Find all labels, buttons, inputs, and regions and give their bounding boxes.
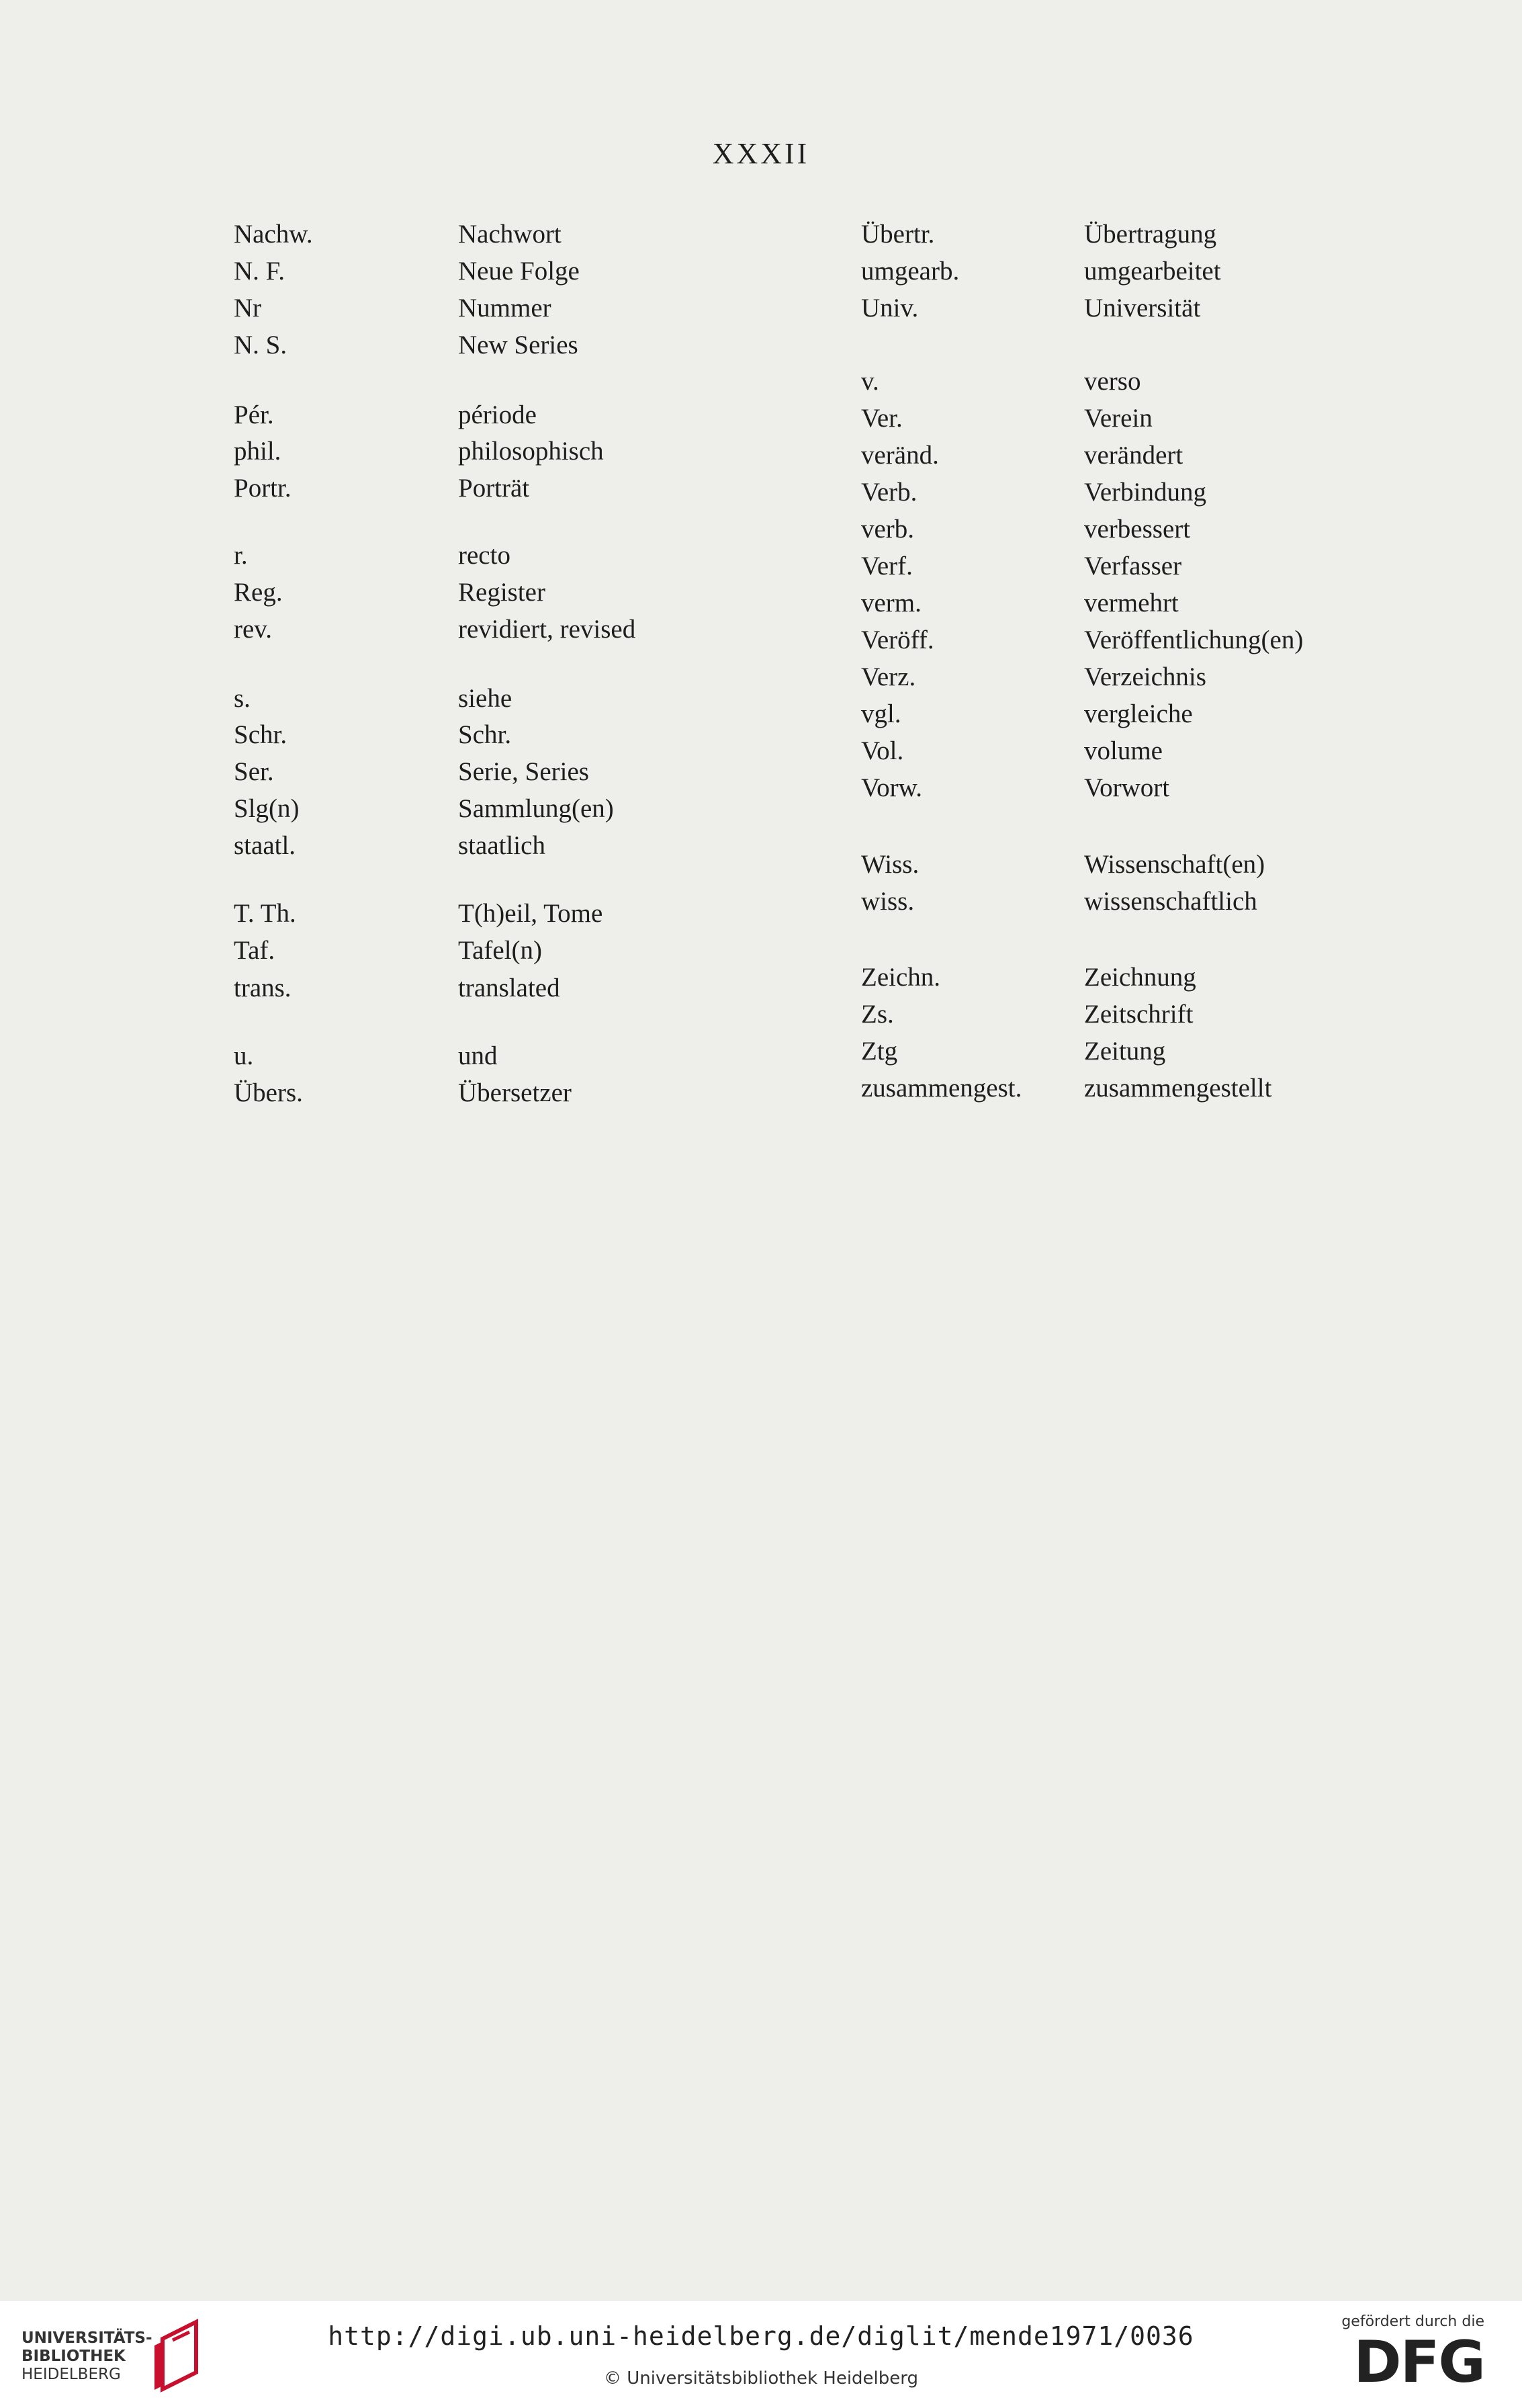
abbreviation: Nr (234, 294, 262, 322)
expansion: recto (458, 541, 510, 570)
abbreviation: verm. (861, 589, 922, 617)
abbreviation: trans. (234, 974, 292, 1002)
expansion: vergleiche (1084, 699, 1193, 728)
abbreviation: Reg. (234, 578, 283, 607)
expansion: Register (458, 578, 545, 607)
expansion: Übertragung (1084, 220, 1217, 249)
abbreviation: veränd. (861, 441, 939, 470)
logo-line-1: UNIVERSITÄTS- (21, 2329, 152, 2347)
abbreviation: Ser. (234, 757, 274, 786)
expansion: Nummer (458, 294, 551, 322)
footer-bar (0, 2301, 1522, 2408)
abbreviation: Taf. (234, 936, 275, 965)
expansion: Universität (1084, 294, 1201, 322)
expansion: Nachwort (458, 220, 562, 249)
abbreviation: wiss. (861, 887, 915, 916)
abbreviation: umgearb. (861, 257, 960, 286)
expansion: Verbindung (1084, 478, 1206, 507)
abbreviation: v. (861, 367, 879, 396)
expansion: Verein (1084, 404, 1153, 433)
expansion: revidiert, revised (458, 615, 636, 644)
abbreviation: Univ. (861, 294, 919, 322)
expansion: Veröffentlichung(en) (1084, 626, 1304, 654)
expansion: zusammengestellt (1084, 1074, 1272, 1103)
abbreviation: phil. (234, 437, 281, 466)
expansion: Sammlung(en) (458, 794, 614, 823)
expansion: Zeitschrift (1084, 1000, 1194, 1029)
abbreviation: Wiss. (861, 850, 920, 879)
logo-line-2: BIBLIOTHEK (21, 2348, 126, 2365)
expansion: Zeitung (1084, 1037, 1166, 1066)
permalink-url[interactable]: http://digi.ub.uni-heidelberg.de/diglit/mende1971/0036 (328, 2321, 1194, 2351)
expansion: umgearbeitet (1084, 257, 1221, 286)
logo-line-3: HEIDELBERG (21, 2366, 121, 2383)
abbreviation: Verb. (861, 478, 917, 507)
copyright-notice: © Universitätsbibliothek Heidelberg (603, 2368, 918, 2389)
expansion: période (458, 400, 537, 429)
expansion: T(h)eil, Tome (458, 899, 603, 928)
abbreviation: Slg(n) (234, 794, 300, 823)
abbreviation: Veröff. (861, 626, 934, 654)
abbreviation: Verz. (861, 662, 916, 691)
abbreviation: N. S. (234, 331, 287, 359)
abbreviation: verb. (861, 515, 915, 544)
expansion: philosophisch (458, 437, 604, 466)
page-number: XXXII (712, 137, 810, 170)
abbreviation: u. (234, 1041, 254, 1070)
abbreviation: Vorw. (861, 773, 923, 802)
expansion: Porträt (458, 474, 530, 503)
expansion: verbessert (1084, 515, 1191, 544)
expansion: vermehrt (1084, 589, 1179, 617)
abbreviation: N. F. (234, 257, 285, 286)
expansion: New Series (458, 331, 578, 359)
dfg-logo[interactable]: DFG (1353, 2329, 1484, 2396)
abbreviation: Schr. (234, 720, 287, 749)
abbreviation: Übertr. (861, 220, 935, 249)
expansion: Schr. (458, 720, 512, 749)
abbreviation: Pér. (234, 400, 274, 429)
abbreviation: Übers. (234, 1078, 303, 1107)
abbreviation: Zeichn. (861, 963, 941, 992)
abbreviation: Vol. (861, 736, 904, 765)
abbreviation: T. Th. (234, 899, 296, 928)
expansion: staatlich (458, 831, 545, 860)
abbreviation: rev. (234, 615, 273, 644)
expansion: Wissenschaft(en) (1084, 850, 1265, 879)
expansion: Serie, Series (458, 757, 589, 786)
expansion: translated (458, 974, 560, 1002)
expansion: siehe (458, 684, 512, 713)
abbreviation: Verf. (861, 552, 913, 580)
expansion: Verfasser (1084, 552, 1182, 580)
expansion: verändert (1084, 441, 1183, 470)
abbreviation: r. (234, 541, 248, 570)
expansion: Zeichnung (1084, 963, 1196, 992)
abbreviation: Zs. (861, 1000, 894, 1029)
expansion: Vorwort (1084, 773, 1170, 802)
expansion: verso (1084, 367, 1141, 396)
expansion: und (458, 1041, 498, 1070)
abbreviation: Portr. (234, 474, 292, 503)
abbreviation: zusammengest. (861, 1074, 1022, 1103)
expansion: Übersetzer (458, 1078, 572, 1107)
abbreviation: Ztg (861, 1037, 898, 1066)
abbreviation: staatl. (234, 831, 296, 860)
expansion: Tafel(n) (458, 936, 543, 965)
expansion: Verzeichnis (1084, 662, 1206, 691)
abbreviation: Ver. (861, 404, 903, 433)
expansion: wissenschaftlich (1084, 887, 1257, 916)
funding-note: gefördert durch die (1341, 2313, 1484, 2330)
expansion: volume (1084, 736, 1163, 765)
expansion: Neue Folge (458, 257, 580, 286)
abbreviation: s. (234, 684, 251, 713)
abbreviation: Nachw. (234, 220, 313, 249)
abbreviation: vgl. (861, 699, 901, 728)
